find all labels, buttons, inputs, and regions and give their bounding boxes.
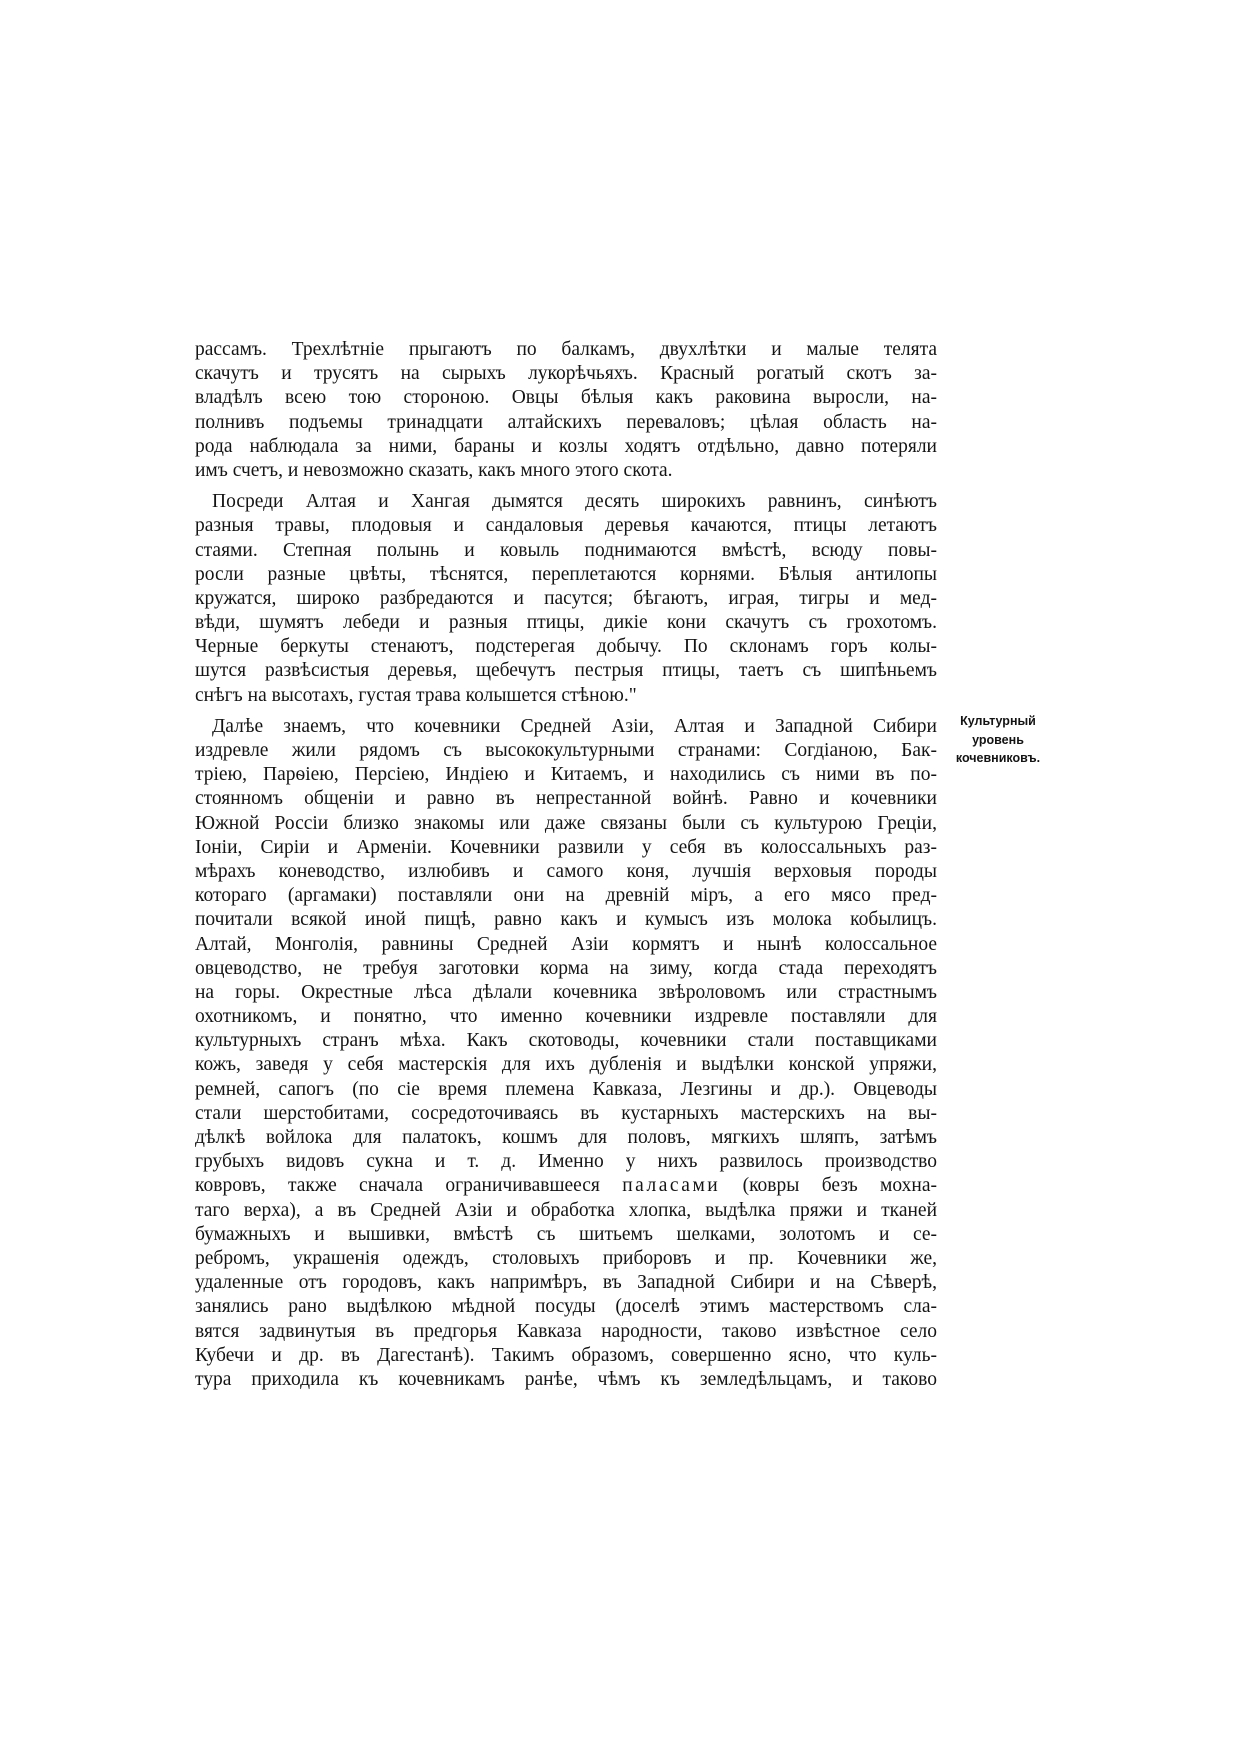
text-line: удаленные отъ городовъ, какъ напримѣръ, въ Западной Сибири и на Сѣверѣ,: [195, 1272, 937, 1294]
text-line: полнивъ подъемы тринадцати алтайскихъ переваловъ; цѣлая область на-: [195, 411, 937, 433]
text-line: снѣгъ на высотахъ, густая трава колышется стѣною.": [195, 684, 637, 706]
text-line: почитали всякой иной пищѣ, равно какъ и кумысъ изъ молока кобылицъ.: [195, 909, 937, 931]
text-line: владѣлъ всею тою стороною. Овцы бѣлыя какъ раковина выросли, на-: [195, 387, 937, 409]
body-text: [195, 338, 937, 1392]
text-line: скачутъ и трусятъ на сырыхъ лукорѣчьяхъ. Красный рогатый скотъ за-: [195, 363, 937, 385]
text-line: охотникомъ, и понятно, что именно кочевники издревле поставляли для: [195, 1006, 937, 1028]
text-line: тура приходила къ кочевникамъ ранѣе, чѣмъ къ земледѣльцамъ, и таково: [195, 1368, 937, 1390]
margin-note: [948, 712, 1048, 768]
margin-note-line: кочевниковъ.: [955, 751, 1041, 765]
text-line: издревле жили рядомъ съ высококультурными странами: Согдіаною, Бак-: [195, 740, 937, 761]
text-line: культурныхъ странъ мѣха. Какъ скотоводы, кочевники стали поставщиками: [195, 1030, 937, 1052]
text-line: рассамъ. Трехлѣтніе прыгаютъ по балкамъ, двухлѣтки и малые телята: [195, 339, 937, 360]
text-fragment: (ковры безъ мохна-: [720, 1175, 937, 1197]
text-line: имъ счетъ, и невозможно сказать, какъ много этого скота.: [195, 459, 673, 481]
text-line: тріею, Парѳіею, Персіею, Индіею и Китаемъ, и находились съ ними въ по-: [195, 764, 937, 786]
text-line: росли разные цвѣты, тѣснятся, переплетаются корнями. Бѣлыя антилопы: [195, 563, 937, 585]
text-line: Кубечи и др. въ Дагестанѣ). Такимъ образомъ, совершенно ясно, что куль-: [195, 1344, 937, 1366]
text-line: котораго (аргамаки) поставляли они на древній міръ, а его мясо пред-: [195, 885, 937, 907]
text-line: стаями. Степная полынь и ковыль поднимаются вмѣстѣ, всюду повы-: [195, 539, 937, 561]
text-line: разныя травы, плодовыя и сандаловыя деревья качаются, птицы летаютъ: [195, 515, 937, 537]
paragraph-altai-khangai: [195, 490, 937, 708]
text-line: ребромъ, украшенія одеждъ, столовыхъ приборовъ и пр. Кочевники же,: [195, 1247, 937, 1269]
paragraph-continued: [195, 338, 937, 483]
text-line: рода наблюдала за ними, бараны и козлы ходятъ отдѣльно, давно потеряли: [195, 435, 937, 457]
text-line: шутся развѣсистыя деревья, щебечутъ пестрыя птицы, таетъ съ шипѣньемъ: [195, 660, 937, 682]
text-line: кожъ, заведя у себя мастерскія для ихъ дубленія и выдѣлки конской упряжи,: [195, 1054, 937, 1076]
margin-note-line: уровень: [972, 732, 1024, 747]
paragraph-nomad-culture: [195, 715, 937, 1392]
text-line: бумажныхъ и вышивки, вмѣстѣ съ шитьемъ шелками, золотомъ и се-: [195, 1223, 937, 1245]
text-line: на горы. Окрестные лѣса дѣлали кочевника звѣроловомъ или страстнымъ: [195, 981, 937, 1003]
text-line: занялись рано выдѣлкою мѣдной посуды (доселѣ этимъ мастерствомъ сла-: [195, 1296, 937, 1318]
text-line: мѣрахъ коневодство, излюбивъ и самого коня, лучшія верховыя породы: [195, 860, 937, 882]
text-line: стоянномъ общеніи и равно въ непрестанной войнѣ. Равно и кочевники: [195, 788, 937, 810]
text-line: Алтай, Монголія, равнины Средней Азіи кормятъ и нынѣ колоссальное: [195, 933, 937, 955]
margin-note-line: Культурный: [960, 714, 1036, 728]
text-line: Далѣе знаемъ, что кочевники Средней Азіи, Алтая и Западной Сибири: [212, 715, 937, 737]
text-line: Посреди Алтая и Хангая дымятся десять широкихъ равнинъ, синѣютъ: [212, 491, 937, 513]
text-line: вятся задвинутыя въ предгорья Кавказа народности, таково извѣстное село: [195, 1320, 937, 1342]
text-line: дѣлкѣ войлока для палатокъ, кошмъ для половъ, мягкихъ шляпъ, затѣмъ: [195, 1127, 937, 1148]
text-line-spaced-word: [195, 1174, 937, 1198]
text-line: ремней, сапогъ (по сіе время племена Кавказа, Лезгины и др.). Овцеводы: [195, 1078, 937, 1100]
emphasized-word: паласами: [622, 1175, 721, 1197]
text-line: грубыхъ видовъ сукна и т. д. Именно у нихъ развилось производство: [195, 1151, 937, 1173]
text-line: таго верха), а въ Средней Азіи и обработка хлопка, выдѣлка пряжи и тканей: [195, 1199, 937, 1221]
text-line: Черные беркуты стенаютъ, подстерегая добычу. По склонамъ горъ колы-: [195, 636, 937, 658]
text-line: овцеводство, не требуя заготовки корма на зиму, когда стада переходятъ: [195, 957, 937, 979]
text-line: Южной Россіи близко знакомы или даже связаны были съ культурою Греціи,: [195, 812, 937, 834]
text-line: Іоніи, Сиріи и Арменіи. Кочевники развили у себя въ колоссальныхъ раз-: [195, 836, 937, 858]
text-fragment: ковровъ, также сначала ограничивавшееся: [195, 1175, 623, 1197]
text-line: кружатся, широко разбредаются и пасутся; бѣгаютъ, играя, тигры и мед-: [195, 587, 937, 609]
text-line: стали шерстобитами, сосредоточиваясь въ кустарныхъ мастерскихъ на вы-: [195, 1102, 937, 1124]
text-line: вѣди, шумятъ лебеди и разныя птицы, дикіе кони скачутъ съ грохотомъ.: [195, 612, 937, 634]
